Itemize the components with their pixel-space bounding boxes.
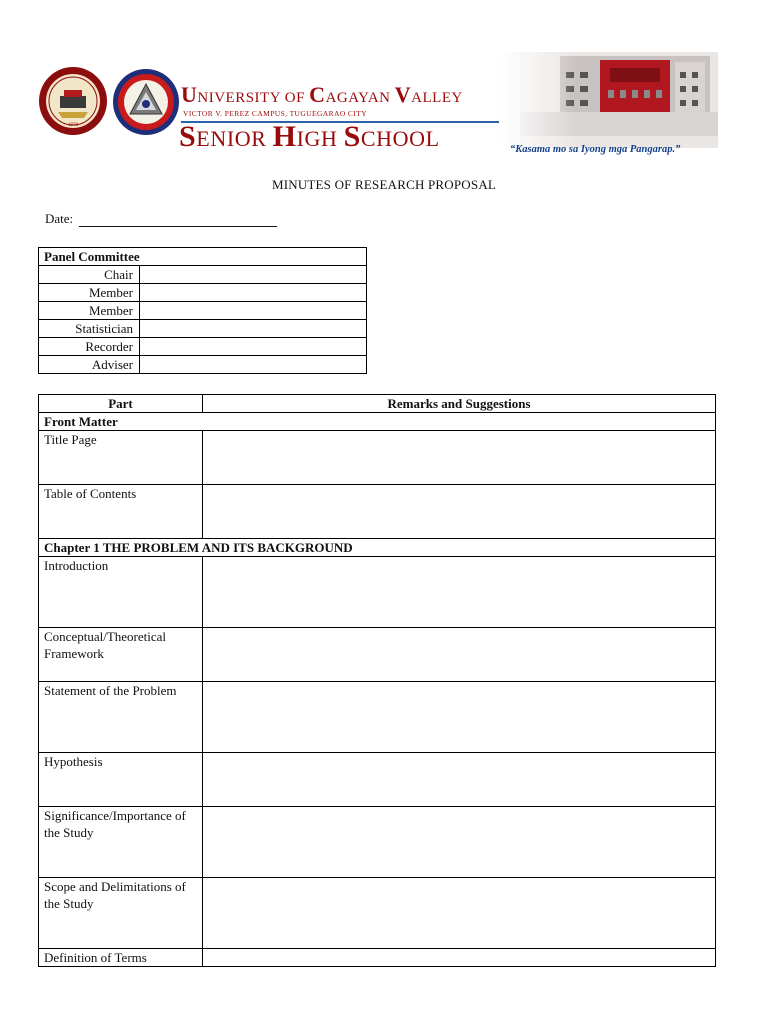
part-label: Statement of the Problem <box>39 682 203 753</box>
column-header-remarks: Remarks and Suggestions <box>203 395 716 413</box>
shs-seal-icon <box>112 68 180 136</box>
school-motto: “Kasama mo sa Iyong mga Pangarap.” <box>510 144 681 155</box>
remarks-cell[interactable] <box>203 431 716 485</box>
table-row <box>39 753 716 807</box>
panel-role: Chair <box>39 266 140 284</box>
table-header-row <box>39 395 716 413</box>
remarks-cell[interactable] <box>203 807 716 878</box>
table-row <box>39 266 367 284</box>
part-label: Conceptual/Theoretical Framework <box>39 628 203 682</box>
table-row <box>39 878 716 949</box>
panel-role: Adviser <box>39 356 140 374</box>
letterhead <box>0 0 768 170</box>
table-row <box>39 302 367 320</box>
date-field <box>45 211 277 227</box>
table-row <box>39 485 716 539</box>
table-row <box>39 807 716 878</box>
document-title: MINUTES OF RESEARCH PROPOSAL <box>271 177 497 192</box>
panel-name-cell[interactable] <box>140 266 367 284</box>
table-row <box>39 682 716 753</box>
remarks-cell[interactable] <box>203 628 716 682</box>
remarks-cell[interactable] <box>203 485 716 539</box>
part-label: Table of Contents <box>39 485 203 539</box>
table-row <box>39 628 716 682</box>
table-row <box>39 284 367 302</box>
panel-role: Member <box>39 302 140 320</box>
table-row <box>39 949 716 967</box>
table-row <box>39 431 716 485</box>
panel-role: Member <box>39 284 140 302</box>
remarks-cell[interactable] <box>203 682 716 753</box>
table-row <box>39 356 367 374</box>
part-label: Title Page <box>39 431 203 485</box>
section-front-matter: Front Matter <box>39 413 716 431</box>
university-name: UNIVERSITY OF CAGAYAN VALLEY <box>181 82 463 107</box>
campus-building-photo <box>500 52 718 148</box>
remarks-cell[interactable] <box>203 557 716 628</box>
panel-name-cell[interactable] <box>140 338 367 356</box>
panel-name-cell[interactable] <box>140 284 367 302</box>
school-name: SENIOR HIGH SCHOOL <box>179 120 440 153</box>
part-label: Scope and Delimitations of the Study <box>39 878 203 949</box>
panel-role: Statistician <box>39 320 140 338</box>
part-label: Significance/Importance of the Study <box>39 807 203 878</box>
section-chapter-1: Chapter 1 THE PROBLEM AND ITS BACKGROUND <box>39 539 716 557</box>
panel-committee-table <box>38 247 367 374</box>
table-row <box>39 320 367 338</box>
date-label: Date: <box>45 211 74 226</box>
panel-name-cell[interactable] <box>140 356 367 374</box>
panel-heading: Panel Committee <box>39 248 367 266</box>
section-row <box>39 413 716 431</box>
university-seal-icon <box>38 66 108 136</box>
table-row <box>39 557 716 628</box>
part-label: Introduction <box>39 557 203 628</box>
part-label: Definition of Terms <box>39 949 203 967</box>
panel-name-cell[interactable] <box>140 302 367 320</box>
campus-address: VICTOR V. PEREZ CAMPUS, TUGUEGARAO CITY <box>183 109 368 118</box>
remarks-cell[interactable] <box>203 753 716 807</box>
remarks-cell[interactable] <box>203 949 716 967</box>
part-label: Hypothesis <box>39 753 203 807</box>
section-row <box>39 539 716 557</box>
remarks-table <box>38 394 716 967</box>
svg-text:1978: 1978 <box>68 123 78 128</box>
table-row <box>39 338 367 356</box>
remarks-cell[interactable] <box>203 878 716 949</box>
panel-role: Recorder <box>39 338 140 356</box>
column-header-part: Part <box>39 395 203 413</box>
date-blank-line[interactable] <box>79 212 277 227</box>
panel-name-cell[interactable] <box>140 320 367 338</box>
